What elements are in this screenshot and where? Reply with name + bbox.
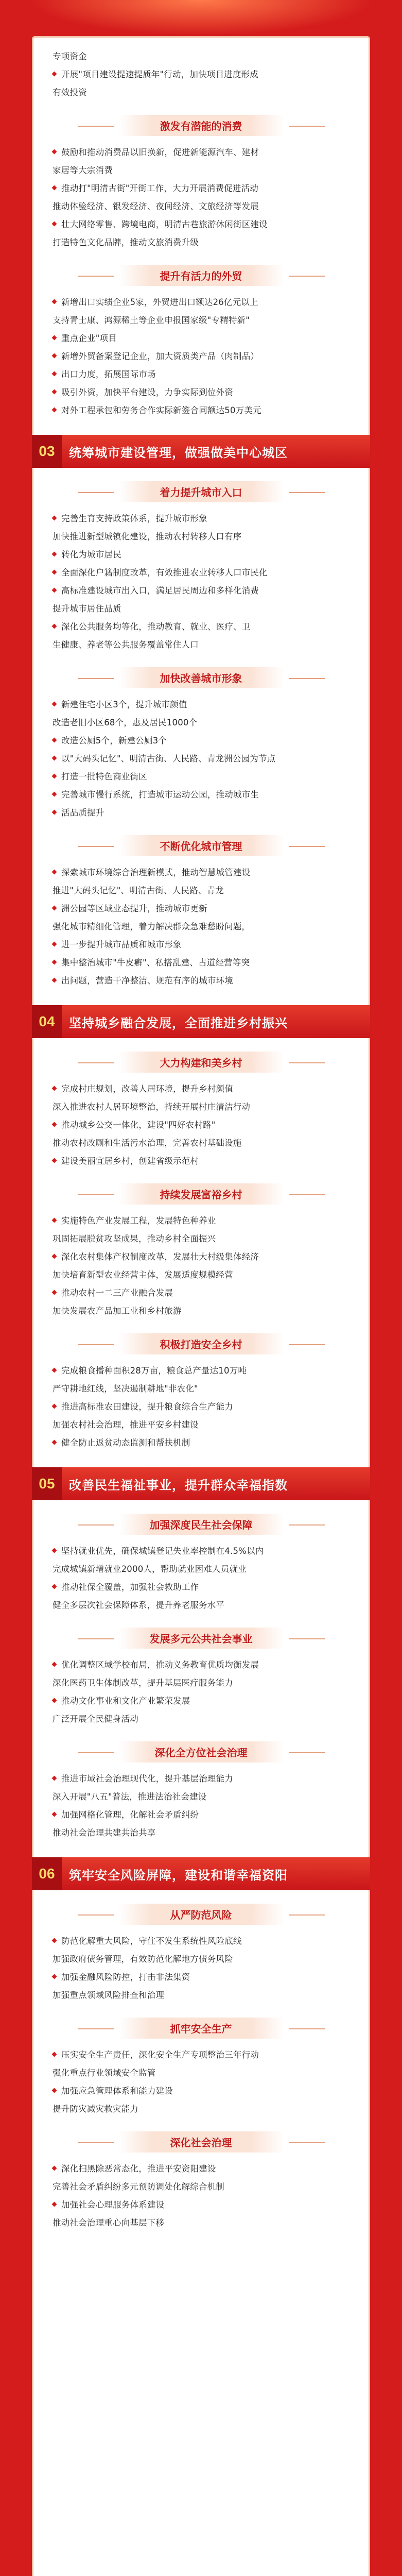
body-line: 推动文化事业和文化产业繁荣发展 bbox=[53, 1692, 349, 1710]
body-line: 家居等大宗消费 bbox=[53, 165, 113, 175]
body-line: 洲公园等区域业态提升，推动城市更新 bbox=[53, 900, 349, 918]
body-line: 严守耕地红线，坚决遏制耕地"非农化" bbox=[53, 1384, 198, 1394]
body-line: 出问题，营造干净整洁、规范有序的城市环境 bbox=[53, 972, 349, 990]
body-line: 推动城乡公交一体化，建设"四好农村路" bbox=[53, 1116, 349, 1134]
subsection-title: 深化社会治理 bbox=[119, 2131, 284, 2153]
subsection-title: 持续发展富裕乡村 bbox=[119, 1183, 284, 1205]
body-line: 强化重点行业领域安全监管 bbox=[53, 2068, 156, 2078]
body-line: 深入推进农村人居环境整治，持续开展村庄清洁行动 bbox=[53, 1102, 251, 1112]
body-line: 新增出口实绩企业5家，外贸进出口额达26亿元以上 bbox=[53, 293, 349, 311]
intro-line: 专项资金 bbox=[53, 52, 87, 61]
subsection-title: 着力提升城市入口 bbox=[119, 481, 284, 502]
subsection-title: 从严防范风险 bbox=[119, 1904, 284, 1925]
body-line: 健全多层次社会保障体系，提升养老服务水平 bbox=[53, 1600, 224, 1610]
body-line: 实施特色产业发展工程，发展特色种养业 bbox=[53, 1212, 349, 1230]
subsection-title: 激发有潜能的消费 bbox=[119, 115, 284, 136]
body-line: 推动农村改厕和生活污水治理，完善农村基础设施 bbox=[53, 1138, 242, 1148]
body-line: 推进"大码头记忆"、明清古街、人民路、青龙 bbox=[53, 886, 224, 895]
section-title: 统筹城市建设管理，做强做美中心城区 bbox=[69, 445, 288, 460]
body-line: 加快发展农产品加工业和乡村旅游 bbox=[53, 1306, 182, 1316]
body-line: 打造特色文化品牌，推动文旅消费升级 bbox=[53, 238, 199, 247]
body-line: 新增外贸备案登记企业，加大资质类产品（肉制品） bbox=[53, 347, 349, 365]
body-line: 深化扫黑除恶常态化，推进平安资阳建设 bbox=[53, 2160, 349, 2178]
body-line: 改造公厕5个，新建公厕3个 bbox=[53, 732, 349, 750]
body-line: 进一步提升城市品质和城市形象 bbox=[53, 936, 349, 954]
subsection-title: 提升有活力的外贸 bbox=[119, 265, 284, 286]
body-line: 深化医药卫生体制改革，提升基层医疗服务能力 bbox=[53, 1678, 233, 1688]
body-line: 提升防灾减灾救灾能力 bbox=[53, 2104, 138, 2114]
body-line: 完善社会矛盾纠纷多元预防调处化解综合机制 bbox=[53, 2182, 224, 2192]
body-line: 生健康、养老等公共服务覆盖常住人口 bbox=[53, 640, 199, 650]
body-line: 对外工程承包和劳务合作实际新签合同额达50万美元 bbox=[53, 401, 349, 419]
section-header bbox=[32, 1857, 370, 1890]
body-line: 出口力度，拓展国际市场 bbox=[53, 365, 349, 383]
section-number: 04 bbox=[32, 1005, 62, 1038]
intro-line: 开展"项目建设提速提质年"行动，加快项目进度形成 bbox=[53, 65, 349, 83]
body-line: 重点企业"项目 bbox=[53, 329, 349, 347]
body-line: 建设美丽宜居乡村，创建省级示范村 bbox=[53, 1152, 349, 1170]
body-line: 改造老旧小区68个，惠及居民1000个 bbox=[53, 718, 198, 727]
body-line: 加快培育新型农业经营主体，发展适度规模经营 bbox=[53, 1270, 233, 1280]
subsection-title: 加快改善城市形象 bbox=[119, 667, 284, 688]
intro-line: 有效投资 bbox=[53, 88, 87, 97]
section-title: 筑牢安全风险屏障，建设和谐幸福资阳 bbox=[69, 1868, 288, 1883]
body-line: 加强应急管理体系和能力建设 bbox=[53, 2082, 349, 2100]
body-line: 打造一批特色商业街区 bbox=[53, 768, 349, 786]
body-line: 高标准建设城市出入口，满足居民周边和多样化消费 bbox=[53, 582, 349, 600]
body-line: 吸引外资，加快平台建设，力争实际到位外资 bbox=[53, 383, 349, 401]
subsection-title: 不断优化城市管理 bbox=[119, 835, 284, 856]
body-line: 加强重点领域风险排查和治理 bbox=[53, 1990, 165, 2000]
body-line: 推动农村一二三产业融合发展 bbox=[53, 1284, 349, 1302]
body-line: 探索城市环境综合治理新模式，推动智慧城管建设 bbox=[53, 863, 349, 882]
body-line: 强化城市精细化管理，着力解决群众急难愁盼问题， bbox=[53, 922, 251, 931]
section-title: 坚持城乡融合发展，全面推进乡村振兴 bbox=[69, 1015, 288, 1030]
subsection-title: 加强深度民生社会保障 bbox=[119, 1514, 284, 1535]
body-line: 提升城市居住品质 bbox=[53, 604, 121, 614]
body-line: 完善生育支持政策体系，提升城市形象 bbox=[53, 510, 349, 528]
body-line: 推动社会治理重心向基层下移 bbox=[53, 2218, 165, 2228]
body-line: 巩固拓展脱贫攻坚成果，推动乡村全面振兴 bbox=[53, 1234, 216, 1244]
body-line: 加快推进新型城镇化建设，推动农村转移人口有序 bbox=[53, 532, 242, 541]
body-line: 深化公共服务均等化，推动教育、就业、医疗、卫 bbox=[53, 618, 349, 636]
body-line: 加强社会心理服务体系建设 bbox=[53, 2196, 349, 2214]
sections bbox=[39, 115, 349, 2232]
body-line: 壮大网络零售、跨境电商，明清古巷旅游休闲街区建设 bbox=[53, 215, 349, 233]
intro-block bbox=[53, 47, 349, 101]
section-title: 改善民生福祉事业，提升群众幸福指数 bbox=[69, 1478, 288, 1493]
body-line: 压实安全生产责任，深化安全生产专项整治三年行动 bbox=[53, 2046, 349, 2064]
body-line: 新建住宅小区3个，提升城市颜值 bbox=[53, 696, 349, 714]
body-line: 集中整治城市"牛皮癣"、私搭乱建、占道经营等突 bbox=[53, 954, 349, 972]
body-line: 深入开展"八五"普法，推进法治社会建设 bbox=[53, 1792, 207, 1802]
body-line: 优化调整区域学校布局，推动义务教育优质均衡发展 bbox=[53, 1656, 349, 1674]
body-line: 完成城镇新增就业2000人，帮助就业困难人员就业 bbox=[53, 1564, 247, 1574]
body-line: 活品质提升 bbox=[53, 804, 349, 822]
section-header bbox=[32, 1467, 370, 1500]
body-line: 推进市域社会治理现代化，提升基层治理能力 bbox=[53, 1770, 349, 1788]
body-line: 广泛开展全民健身活动 bbox=[53, 1714, 138, 1724]
body-line: 加强政府债务管理，有效防范化解地方债务风险 bbox=[53, 1954, 233, 1964]
body-line: 支持青士康、鸿源稀土等企业申报国家级"专精特新" bbox=[53, 315, 250, 325]
section-header bbox=[32, 435, 370, 468]
body-line: 防范化解重大风险，守住不发生系统性风险底线 bbox=[53, 1932, 349, 1950]
body-line: 以"大码头记忆"、明清古街、人民路、青龙洲公园为节点 bbox=[53, 750, 349, 768]
section-number: 03 bbox=[32, 435, 62, 468]
section-number: 06 bbox=[32, 1857, 62, 1890]
subsection-title: 大力构建和美乡村 bbox=[119, 1052, 284, 1073]
body-line: 坚持就业优先，确保城镇登记失业率控制在4.5%以内 bbox=[53, 1542, 349, 1560]
body-line: 加强农村社会治理，推进平安乡村建设 bbox=[53, 1420, 199, 1430]
body-line: 转化为城市居民 bbox=[53, 546, 349, 564]
subsection-title: 发展多元公共社会事业 bbox=[119, 1628, 284, 1649]
body-line: 推动社会治理共建共治共享 bbox=[53, 1828, 156, 1838]
top-flare bbox=[0, 0, 402, 41]
subsection-title: 深化全方位社会治理 bbox=[119, 1741, 284, 1762]
body-line: 推动打"明清古街"开街工作，大力开展消费促进活动 bbox=[53, 179, 349, 197]
subsection-title: 积极打造安全乡村 bbox=[119, 1333, 284, 1354]
body-line: 完善城市慢行系统，打造城市运动公园，推动城市生 bbox=[53, 786, 349, 804]
body-line: 推动社保全覆盖，加强社会救助工作 bbox=[53, 1578, 349, 1596]
content-card bbox=[32, 36, 370, 2576]
body-line: 健全防止返贫动态监测和帮扶机制 bbox=[53, 1434, 349, 1452]
body-line: 鼓励和推动消费品以旧换新，促进新能源汽车、建材 bbox=[53, 143, 349, 161]
body-line: 完成村庄规划，改善人居环境，提升乡村颜值 bbox=[53, 1080, 349, 1098]
body-line: 推动体验经济、银发经济、夜间经济、文旅经济等发展 bbox=[53, 201, 259, 211]
content-inner bbox=[32, 36, 370, 2232]
section-number: 05 bbox=[32, 1467, 62, 1500]
body-line: 加强金融风险防控，打击非法集资 bbox=[53, 1968, 349, 1986]
body-line: 完成粮食播种面积28万亩，粮食总产量达10万吨 bbox=[53, 1362, 349, 1380]
section-header bbox=[32, 1005, 370, 1038]
body-line: 深化农村集体产权制度改革，发展壮大村级集体经济 bbox=[53, 1248, 349, 1266]
subsection-title: 抓牢安全生产 bbox=[119, 2018, 284, 2039]
body-line: 推进高标准农田建设，提升粮食综合生产能力 bbox=[53, 1398, 349, 1416]
body-line: 全面深化户籍制度改革，有效推进农业转移人口市民化 bbox=[53, 564, 349, 582]
body-line: 加强网格化管理，化解社会矛盾纠纷 bbox=[53, 1806, 349, 1824]
